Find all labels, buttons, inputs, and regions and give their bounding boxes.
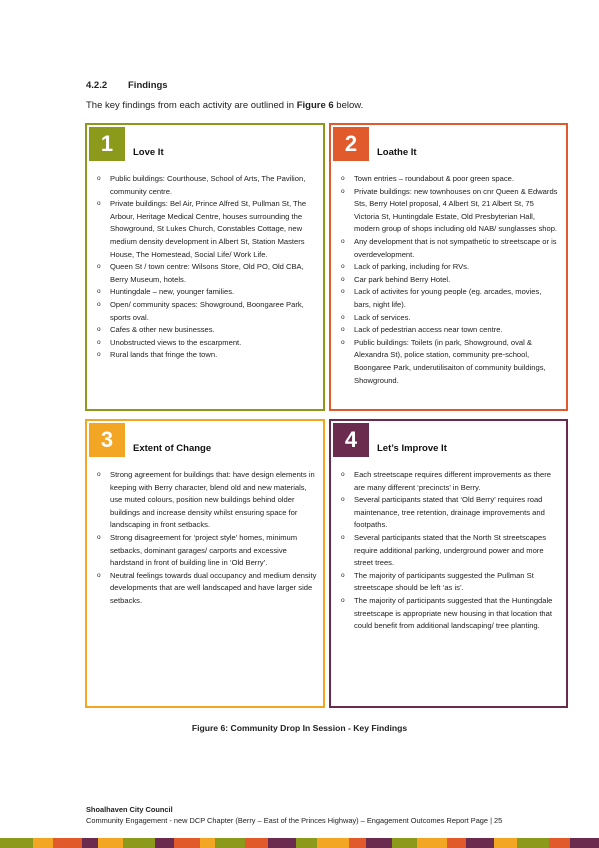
list-item: o The majority of participants suggested that the Huntingdale streetscape is appropriate new housing in that location that could benefit from additional landscaping/ tree planting. [339, 595, 560, 633]
stripe-segment [349, 838, 366, 848]
findings-box-loathe-it [329, 123, 568, 411]
list-item: o Strong agreement for buildings that: have design elements in keeping with Berry character, blend old and new materials, use muted colours, position new buildings behind older buildings and increase density whilst ensuring space for landscaping in front setbacks. [95, 469, 317, 532]
stripe-segment [98, 838, 123, 848]
stripe-segment [366, 838, 393, 848]
list-item: o Lack of activites for young people (eg. arcades, movies, bars, night life). [339, 286, 560, 311]
list-item: o Cafes & other new businesses. [95, 324, 317, 337]
stripe-segment [33, 838, 54, 848]
box-number-badge: 1 [89, 127, 125, 161]
list-item: o Neutral feelings towards dual occupancy and medium density developments that are well landscaped and have larger side setbacks. [95, 570, 317, 608]
findings-box-extent-of-change [85, 419, 325, 708]
list-item: o Any development that is not sympathetic to streetscape or is overdevelopment. [339, 236, 560, 261]
box-number-badge: 4 [333, 423, 369, 457]
stripe-segment [174, 838, 201, 848]
list-item: o Open/ community spaces: Showground, Boongaree Park, sports oval. [95, 299, 317, 324]
list-item: o Lack of services. [339, 312, 560, 325]
stripe-segment [296, 838, 317, 848]
box-number-badge: 3 [89, 423, 125, 457]
stripe-segment [123, 838, 156, 848]
box-title: Extent of Change [133, 443, 212, 454]
stripe-segment [466, 838, 495, 848]
list-item: o Lack of parking, including for RVs. [339, 261, 560, 274]
findings-list [339, 469, 560, 633]
stripe-segment [82, 838, 99, 848]
list-item: o Public buildings: Courthouse, School of Arts, The Pavilion, community centre. [95, 173, 317, 198]
box-title: Let’s Improve It [377, 443, 447, 454]
list-item: o Car park behind Berry Hotel. [339, 274, 560, 287]
list-item: o Lack of pedestrian access near town centre. [339, 324, 560, 337]
stripe-segment [317, 838, 350, 848]
stripe-segment [268, 838, 297, 848]
findings-box-love-it [85, 123, 325, 411]
stripe-segment [417, 838, 448, 848]
list-item: o The majority of participants suggested the Pullman St streetscape should be left ‘as is’. [339, 570, 560, 595]
section-title: Findings [128, 80, 168, 91]
section-number: 4.2.2 [86, 80, 108, 91]
list-item: o Queen St / town centre: Wilsons Store, Old PO, Old CBA, Berry Museum, hotels. [95, 261, 317, 286]
stripe-segment [392, 838, 417, 848]
intro-paragraph [86, 100, 363, 111]
figure-caption: Figure 6: Community Drop In Session - Key Findings [191, 723, 408, 733]
findings-list [95, 469, 317, 608]
stripe-segment [0, 838, 33, 848]
box-number-badge: 2 [333, 127, 369, 161]
box-title: Loathe It [377, 147, 417, 158]
intro-text-before: The key findings from each activity are outlined in [86, 100, 297, 111]
list-item: o Huntingdale – new, younger families. [95, 286, 317, 299]
stripe-segment [53, 838, 82, 848]
list-item: o Several participants stated that ‘Old Berry’ requires road maintenance, tree retention, drainage improvements and footpaths. [339, 494, 560, 532]
stripe-segment [200, 838, 215, 848]
footer-report-line: Community Engagement - new DCP Chapter (Berry – East of the Princes Highway) – Engagement Outcomes Report Page | 25 [86, 816, 503, 825]
list-item: o Rural lands that fringe the town. [95, 349, 317, 362]
list-item: o Unobstructed views to the escarpment. [95, 337, 317, 350]
list-item: o Several participants stated that the North St streetscapes require additional parking, underground power and more street trees. [339, 532, 560, 570]
list-item: o Private buildings: new townhouses on cnr Queen & Edwards Sts, Berry Hotel proposal, 4 Albert St, 21 Albert St, 75 Victoria St, Huntingdale Estate, Old Presbyterian Hall, modern group of shops including old NAB/ sunglasses shop. [339, 186, 560, 236]
findings-box-lets-improve-it [329, 419, 568, 708]
footer-colour-stripe [0, 838, 599, 848]
list-item: o Town entries – roundabout & poor green space. [339, 173, 560, 186]
list-item: o Private buildings: Bel Air, Prince Alfred St, Pullman St, The Arbour, Heritage Medical Centre, houses surrounding the Showground, St Lukes Church, Constables Cottage, new medium density development in Albert St, Station Masters House, The Homestead, Social Life/ Work Life. [95, 198, 317, 261]
list-item: o Public buildings: Toilets (in park, Showground, oval & Alexandra St), police station, community pre-school, Boongaree Park, underutilisaiton of community buildings, Showground. [339, 337, 560, 387]
box-title: Love It [133, 147, 164, 158]
intro-text-after: below. [333, 100, 364, 111]
stripe-segment [549, 838, 570, 848]
footer-organisation: Shoalhaven City Council [86, 805, 173, 814]
intro-figure-ref: Figure 6 [296, 100, 334, 111]
list-item: o Each streetscape requires different improvements as there are many different ‘precincts’ in Berry. [339, 469, 560, 494]
stripe-segment [570, 838, 599, 848]
findings-list [95, 173, 317, 362]
stripe-segment [245, 838, 268, 848]
list-item: o Strong disagreement for ‘project style’ homes, minimum setbacks, dominant garages/ carports and excessive hardstand in front of building line in ‘Old Berry’. [95, 532, 317, 570]
stripe-segment [517, 838, 550, 848]
stripe-segment [155, 838, 174, 848]
stripe-segment [447, 838, 466, 848]
findings-list [339, 173, 560, 387]
stripe-segment [494, 838, 517, 848]
stripe-segment [215, 838, 246, 848]
section-heading [86, 80, 168, 91]
